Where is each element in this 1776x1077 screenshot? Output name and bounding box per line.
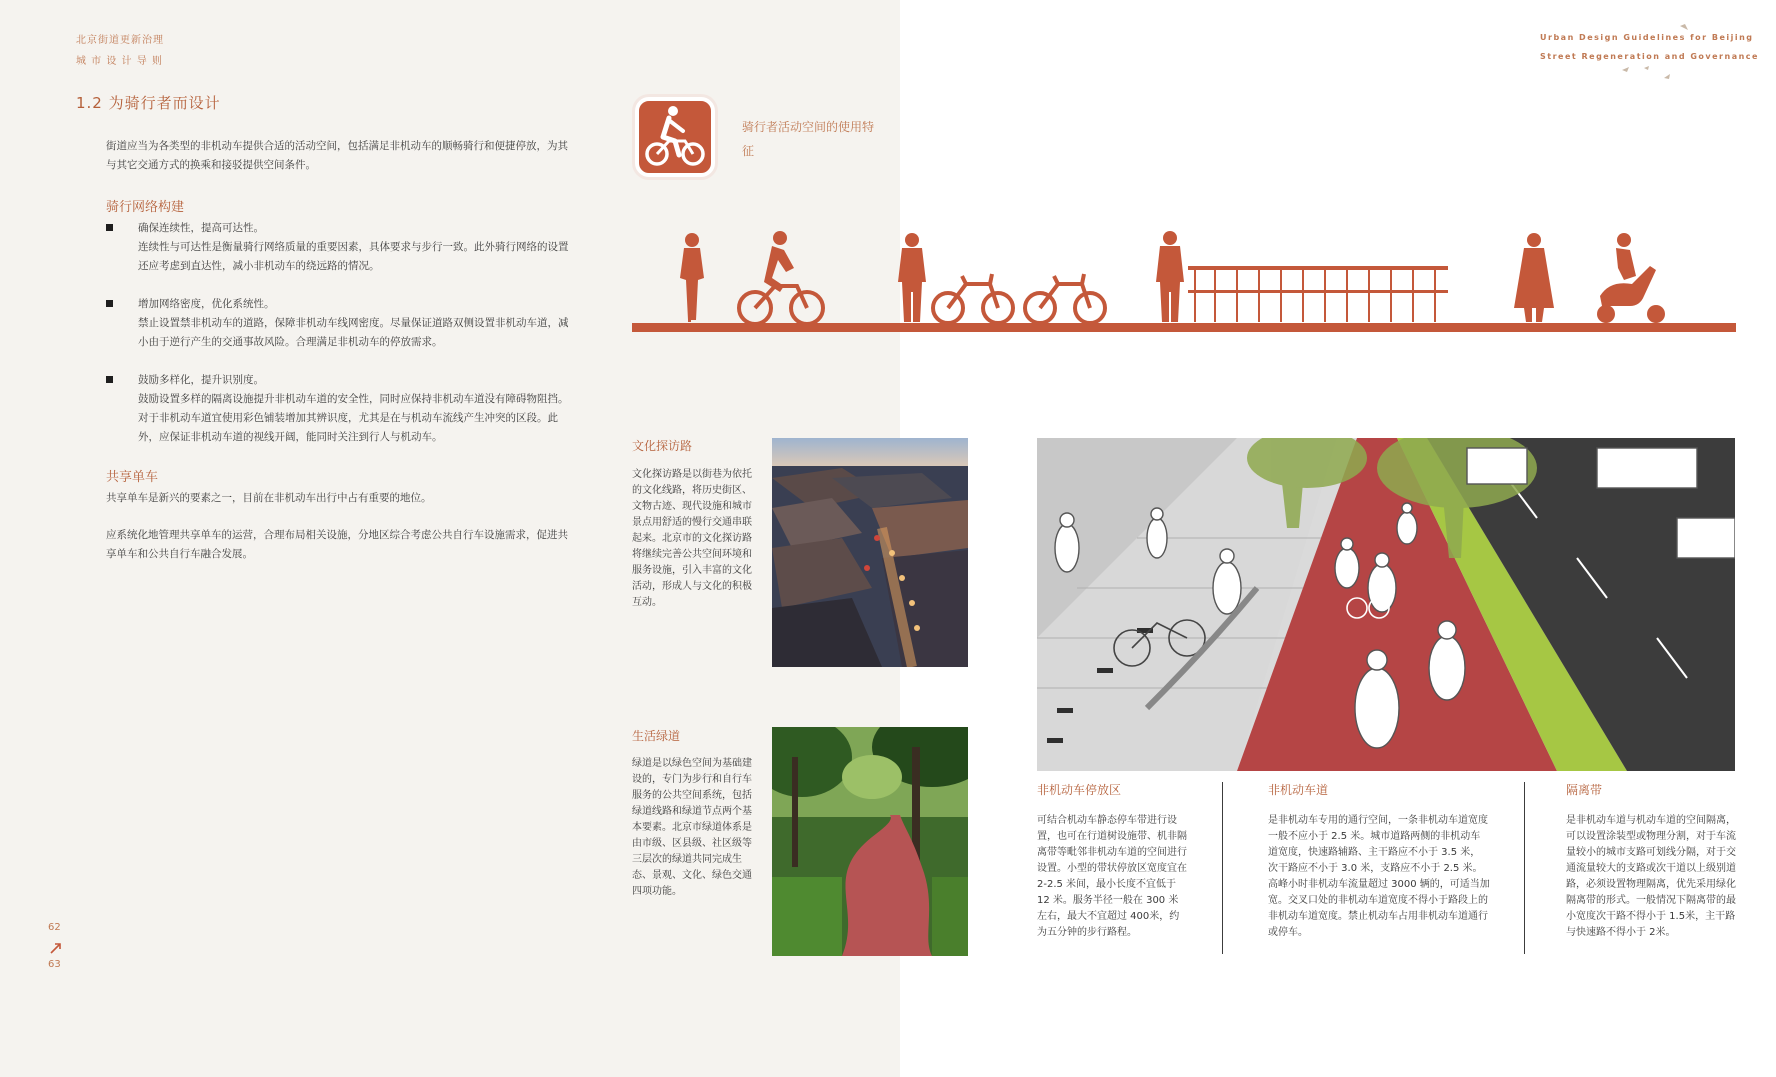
bullet-square-icon bbox=[106, 224, 113, 231]
woman-with-bike-icon bbox=[680, 233, 704, 322]
bullet-square-icon bbox=[106, 300, 113, 307]
culture-route-title: 文化探访路 bbox=[632, 439, 693, 453]
bullet-text: 连续性与可达性是衡量骑行网络质量的重要因素，具体要求与步行一致。此外骑行网络的设置还应考虑到直达性，减小非机动车的绕远路的情况。 bbox=[138, 241, 569, 272]
english-header-line-1: Urban Design Guidelines for Beijing bbox=[1540, 33, 1754, 42]
column-divider bbox=[1524, 782, 1525, 954]
bullet-text: 鼓励设置多样的隔离设施提升非机动车道的安全性，同时应保持非机动车道没有障碍物阻挡。对于非机动车道宜使用彩色铺装增加其辨识度，尤其是在与机动车流线产生冲突的区段。此外，应保证非机动车道的视线开阔，能同时关注到行人与机动车。 bbox=[138, 393, 569, 443]
birds-decoration-icon bbox=[1608, 20, 1758, 80]
greenway-path-photo bbox=[772, 727, 968, 956]
pedestrian-icon bbox=[898, 233, 926, 322]
sharing-title: 共享单车 bbox=[106, 470, 159, 485]
bullet-item bbox=[106, 219, 576, 276]
bullet-title: 增加网络密度，优化系统性。 bbox=[138, 298, 275, 310]
column-divider bbox=[1222, 782, 1223, 954]
bullet-title: 鼓励多样化，提升识别度。 bbox=[138, 374, 264, 386]
greenway-text: 绿道是以绿色空间为基础建设的，专门为步行和自行车服务的公共空间系统，包括绿道线路和绿道节点两个基本要素。北京市绿道体系是由市级、区县级、社区级等三层次的绿道共同完成生态、景观、文化、绿色交通四项功能。 bbox=[632, 758, 752, 897]
sharing-paragraph-1: 共享单车是新兴的要素之一，目前在非机动车出行中占有重要的地位。 bbox=[106, 492, 432, 504]
feature-title: 骑行者活动空间的使用特征 bbox=[742, 120, 875, 158]
bullet-item bbox=[106, 371, 576, 447]
page-number-left: 62 bbox=[48, 922, 61, 933]
zone-title-parking: 非机动车停放区 bbox=[1037, 783, 1122, 797]
riders-silhouette-strip bbox=[632, 230, 1736, 336]
bullet-title: 确保连续性，提高可达性。 bbox=[138, 222, 264, 234]
arrow-icon bbox=[50, 942, 62, 954]
cyclist-icon bbox=[639, 101, 711, 173]
zone-title-bike-lane: 非机动车道 bbox=[1268, 783, 1329, 797]
zone-text-buffer: 是非机动车道与机动车道的空间隔离，可以设置涂装型或物理分割，对于车流量较小的城市支路可划线分隔，对于交通流量较大的支路或次干道以上级别道路，必须设置物理隔离，优先采用绿化隔离带的形式。一般情况下隔离带的最小宽度次干路不得小于 1.5米，主干路与快速路不得小于 2米。 bbox=[1566, 815, 1736, 938]
zone-text-parking: 可结合机动车静态停车带进行设置，也可在行道树设施带、机非隔离带等毗邻非机动车道的空间进行设置。小型的带状停放区宽度宜在 2-2.5 米间，最小长度不宜低于 12 米。服务半径一般在 300 米左右，最大不宜超过 400米，约为五分钟的步行路程。 bbox=[1037, 815, 1187, 938]
header-line-1: 北京街道更新治理 bbox=[76, 35, 164, 46]
pedestrian-icon bbox=[1514, 233, 1554, 322]
hutong-rooftops-photo bbox=[772, 438, 968, 667]
page-number-right: 63 bbox=[48, 959, 61, 970]
culture-route-text: 文化探访路是以街巷为依托的文化线路，将历史街区、文物古迹、现代设施和城市景点用舒适的慢行交通串联起来。北京市的文化探访路将继续完善公共空间环境和服务设施，引入丰富的文化活动，形成人与文化的积极互动。 bbox=[632, 469, 752, 608]
network-title: 骑行网络构建 bbox=[106, 200, 185, 215]
ground-line bbox=[632, 323, 1736, 332]
shared-bikes-rack-icon bbox=[1188, 266, 1448, 322]
section-title: 1.2 为骑行者而设计 bbox=[76, 94, 221, 112]
running-header bbox=[76, 30, 164, 72]
zone-title-buffer: 隔离带 bbox=[1566, 783, 1603, 797]
cyclist-icon-tile bbox=[635, 97, 715, 177]
pedestrian-icon bbox=[1156, 231, 1184, 322]
bullet-square-icon bbox=[106, 376, 113, 383]
section-intro: 街道应当为各类型的非机动车提供合适的活动空间，包括满足非机动车的顺畅骑行和便捷停放，为其与其它交通方式的换乘和接驳提供空间条件。 bbox=[106, 140, 568, 171]
bullet-item bbox=[106, 295, 576, 352]
zone-text-bike-lane: 是非机动车专用的通行空间，一条非机动车道宽度一般不应小于 2.5 米。城市道路两侧的非机动车道宽度，快速路辅路、主干路应不小于 3.5 米，次干路应不小于 3.0 米，支路应不小于 2.5 米。高峰小时非机动车流量超过 3000 辆的，可适当加宽。交叉口处的非机动车道宽度不得小于路段上的非机动车道宽度。禁止机动车占用非机动车道通行或停车。 bbox=[1268, 815, 1490, 938]
electric-scooter-icon bbox=[1597, 233, 1665, 323]
header-line-2: 城 市 设 计 导 则 bbox=[76, 56, 163, 67]
parked-bicycle-icon bbox=[1025, 274, 1105, 323]
english-header-line-2: Street Regeneration and Governance bbox=[1540, 52, 1759, 61]
greenway-title: 生活绿道 bbox=[632, 729, 681, 743]
parked-bicycle-icon bbox=[933, 274, 1013, 323]
street-section-illustration bbox=[1037, 438, 1735, 771]
sharing-paragraph-2: 应系统化地管理共享单车的运营，合理布局相关设施，分地区综合考虑公共自行车设施需求，促进共享单车和公共自行车融合发展。 bbox=[106, 529, 568, 560]
cyclist-icon bbox=[739, 231, 823, 324]
bullet-text: 禁止设置禁非机动车的道路，保障非机动车线网密度。尽量保证道路双侧设置非机动车道，减小由于逆行产生的交通事故风险。合理满足非机动车的停放需求。 bbox=[138, 317, 569, 348]
